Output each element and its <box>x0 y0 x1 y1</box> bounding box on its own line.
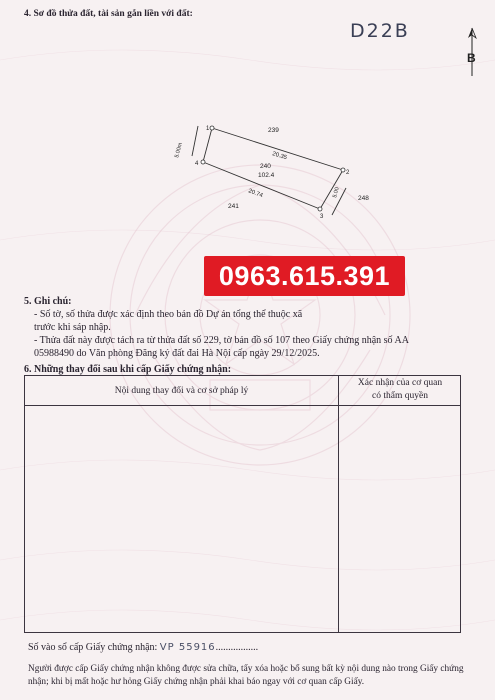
handwritten-code: D22B <box>350 20 410 42</box>
north-arrow-icon <box>464 26 480 78</box>
notes-block <box>34 308 464 360</box>
edge-east-length: 5.00 <box>332 186 341 199</box>
phone-banner: 0963.615.391 <box>204 256 405 296</box>
vertex-marker <box>210 126 214 130</box>
note-line: trước khi sáp nhập. <box>34 322 111 333</box>
edge-bottom-length: 20.74 <box>247 188 264 200</box>
neighbor-north-label: 239 <box>268 127 279 134</box>
neighbor-south-label: 241 <box>228 203 239 210</box>
vertex-4-label: 4 <box>195 161 199 167</box>
changes-table <box>24 375 461 633</box>
parcel-area: 102.4 <box>258 172 275 179</box>
vertex-marker <box>318 207 322 211</box>
neighbor-east-label: 248 <box>358 195 369 202</box>
footer-warning: Người được cấp Giấy chứng nhận không được sửa chữa, tẩy xóa hoặc bổ sung bất kỳ nội dung nào trong Giấy chứng nhận; khi bị mất hoặc hư hỏng Giấy chứng nhận phải khai báo ngay với cơ quan cấp Giấy. <box>28 664 464 687</box>
vertex-1-label: 1 <box>206 126 210 132</box>
section-4-title: 4. Sơ đồ thửa đất, tài sản gắn liền với đất: <box>24 9 193 19</box>
column-header-confirmation <box>339 377 461 405</box>
table-column-divider <box>338 376 339 632</box>
parcel-edge-north <box>212 128 343 170</box>
section-5-title: 5. Ghi chú: <box>24 296 72 307</box>
vertex-marker <box>341 168 345 172</box>
north-label: B <box>467 51 476 65</box>
column-header-confirmation-line1: Xác nhận của cơ quan <box>357 378 443 388</box>
certificate-entry-dots: ................. <box>215 642 259 653</box>
certificate-entry <box>28 642 258 653</box>
column-header-content <box>25 376 338 405</box>
certificate-entry-number: VP 55916 <box>159 642 216 653</box>
vertex-2-label: 2 <box>346 170 350 176</box>
note-line: 05988490 do Văn phòng Đăng ký đất đai Hà Nội cấp ngày 29/12/2025. <box>34 348 320 359</box>
column-header-confirmation-line2: có thẩm quyền <box>372 391 428 401</box>
certificate-entry-label: Số vào sổ cấp Giấy chứng nhận: <box>28 642 158 653</box>
west-dimension-line <box>192 126 198 156</box>
vertex-marker <box>201 160 205 164</box>
vertex-3-label: 3 <box>320 214 324 220</box>
edge-west-length: 5.00m <box>174 142 184 159</box>
section-6-title: 6. Những thay đổi sau khi cấp Giấy chứng nhận: <box>24 364 232 375</box>
edge-top-length: 20.35 <box>271 151 288 162</box>
note-line: - Thửa đất này được tách ra từ thửa đất số 229, tờ bản đồ số 107 theo Giấy chứng nhận số AA <box>34 335 409 346</box>
parcel-number: 240 <box>260 163 271 170</box>
note-line: - Số tờ, số thửa được xác định theo bản đồ Dự án tổng thể thuộc xã <box>34 309 303 320</box>
parcel-map <box>160 108 390 218</box>
column-header-content-label: Nội dung thay đổi và cơ sở pháp lý <box>114 385 249 396</box>
parcel-edge-west <box>203 128 212 162</box>
table-header-divider <box>25 405 460 406</box>
